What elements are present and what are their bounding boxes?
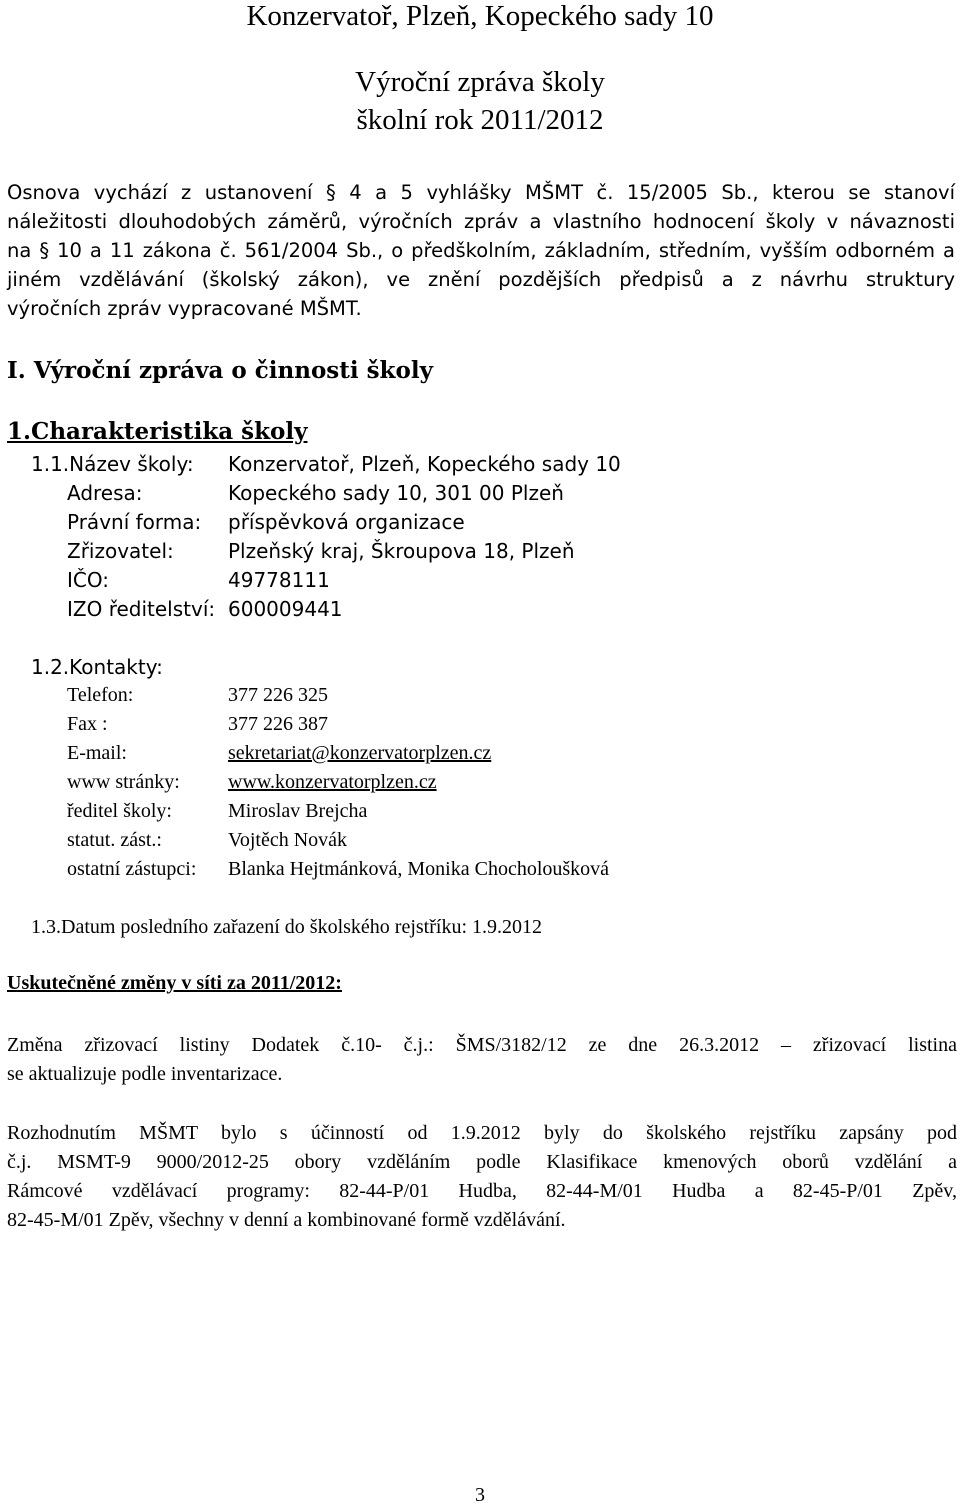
others-label: ostatní zástupci: xyxy=(67,858,197,880)
intro-line: na § 10 a 11 zákona č. 561/2004 Sb., o předškolním, základním, středním, vyšším odborném a xyxy=(7,239,955,262)
paragraph-line: se aktualizuje podle inventarizace. xyxy=(7,1063,283,1085)
info-row xyxy=(67,510,767,540)
contact-row xyxy=(67,742,767,772)
info-label: IZO ředitelství: xyxy=(67,597,216,621)
school-title: Konzervatoř, Plzeň, Kopeckého sady 10 xyxy=(246,0,714,32)
changes-paragraph-2 xyxy=(7,1119,957,1235)
contact-row xyxy=(67,858,767,888)
contact-row xyxy=(67,684,767,714)
phone-value: 377 226 325 xyxy=(228,684,328,706)
info-label: IČO: xyxy=(67,568,109,592)
intro-paragraph xyxy=(7,178,955,323)
report-title: Výroční zpráva školy xyxy=(355,66,605,98)
contact-row xyxy=(67,800,767,830)
paragraph-line: Rozhodnutím MŠMT bylo s účinností od 1.9.2012 byly do školského rejstříku zapsány pod xyxy=(7,1122,957,1144)
paragraph-line: Rámcové vzdělávací programy: 82-44-P/01 Hudba, 82-44-M/01 Hudba a 82-45-P/01 Zpěv, xyxy=(7,1180,957,1202)
web-label: www stránky: xyxy=(67,771,180,793)
deputy-value: Vojtěch Novák xyxy=(228,829,348,851)
intro-line: jiném vzdělávání (školský zákon), ve znění pozdějších předpisů a z návrhu struktury xyxy=(7,268,955,291)
paragraph-line: Změna zřizovací listiny Dodatek č.10- č.j.: ŠMS/3182/12 ze dne 26.3.2012 – zřizovací listina xyxy=(7,1034,957,1056)
contact-row xyxy=(67,771,767,801)
changes-heading: Uskutečněné změny v síti za 2011/2012: xyxy=(7,972,342,994)
intro-line: výročních zpráv vypracované MŠMT. xyxy=(7,297,362,320)
info-value: příspěvková organizace xyxy=(228,510,465,534)
intro-line: náležitosti dlouhodobých záměrů, výročních zpráv a vlastního hodnocení školy v návaznosti xyxy=(7,210,955,233)
paragraph-line: č.j. MSMT-9 9000/2012-25 obory vzděláním podle Klasifikace kmenových oborů vzdělání a xyxy=(7,1151,957,1173)
info-row xyxy=(67,481,767,511)
intro-line: Osnova vychází z ustanovení § 4 a 5 vyhlášky MŠMT č. 15/2005 Sb., kterou se stanoví xyxy=(7,181,955,204)
info-value: Plzeňský kraj, Škroupova 18, Plzeň xyxy=(228,539,575,563)
web-link[interactable]: www.konzervatorplzen.cz xyxy=(228,771,437,793)
changes-paragraph-1 xyxy=(7,1031,957,1089)
info-row xyxy=(67,539,767,569)
subsection-heading: 1.Charakteristika školy xyxy=(7,418,308,445)
school-name-value: Konzervatoř, Plzeň, Kopeckého sady 10 xyxy=(228,452,621,476)
school-name-row xyxy=(31,452,731,482)
contact-row xyxy=(67,829,767,859)
email-label: E-mail: xyxy=(67,742,127,764)
school-name-label: 1.1.Název školy: xyxy=(31,452,194,476)
deputy-label: statut. zást.: xyxy=(67,829,162,851)
phone-label: Telefon: xyxy=(67,684,134,706)
contact-row xyxy=(67,713,767,743)
info-value: 49778111 xyxy=(228,568,330,592)
info-label: Adresa: xyxy=(67,481,143,505)
director-value: Miroslav Brejcha xyxy=(228,800,368,822)
fax-label: Fax : xyxy=(67,713,108,735)
section-heading: I. Výroční zpráva o činnosti školy xyxy=(7,357,433,384)
others-value: Blanka Hejtmánková, Monika Chocholoušková xyxy=(228,858,610,880)
info-label: Zřizovatel: xyxy=(67,539,174,563)
fax-value: 377 226 387 xyxy=(228,713,328,735)
paragraph-line: 82-45-M/01 Zpěv, všechny v denní a kombinované formě vzdělávání. xyxy=(7,1209,566,1231)
info-value: Kopeckého sady 10, 301 00 Plzeň xyxy=(228,481,564,505)
school-year: školní rok 2011/2012 xyxy=(356,104,604,136)
info-row xyxy=(67,568,767,598)
info-row xyxy=(67,597,767,627)
contacts-title: 1.2.Kontakty: xyxy=(31,655,163,679)
registry-date: 1.3.Datum posledního zařazení do školského rejstříku: 1.9.2012 xyxy=(31,916,543,938)
director-label: ředitel školy: xyxy=(67,800,172,822)
page-number: 3 xyxy=(475,1484,485,1506)
info-value: 600009441 xyxy=(228,597,343,621)
info-label: Právní forma: xyxy=(67,510,202,534)
email-link[interactable]: sekretariat@konzervatorplzen.cz xyxy=(228,742,492,764)
